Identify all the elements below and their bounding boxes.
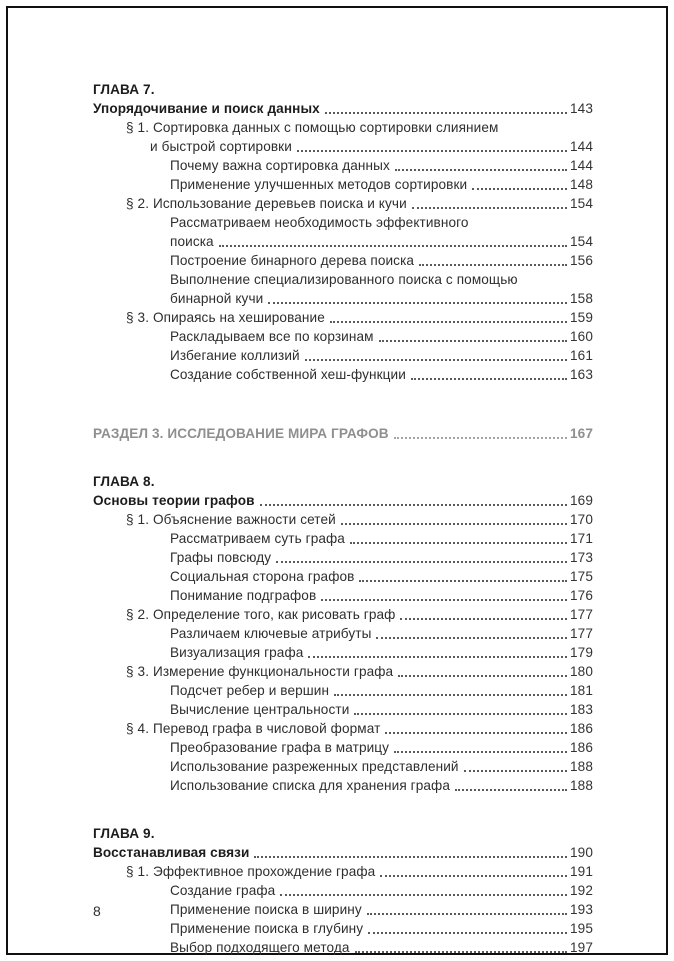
chapter-heading: ГЛАВА 7.	[93, 82, 155, 97]
toc-entry-line-label: § 1. Объяснение важности сетей	[126, 512, 336, 527]
toc-entry-line-label: Вычисление центральности	[170, 702, 350, 717]
toc-entry-line	[126, 662, 593, 681]
page-ref: 195	[570, 921, 593, 936]
page-ref: 169	[570, 493, 593, 508]
dot-leader	[411, 378, 567, 380]
toc-entry-line-label: Подсчет ребер и вершин	[170, 683, 330, 698]
toc-entry-line-label: поиска	[170, 234, 214, 249]
dot-leader	[341, 523, 567, 525]
toc-entry-line	[170, 213, 593, 232]
chapter-heading: ГЛАВА 8.	[93, 474, 155, 489]
toc-entry-line-label: § 2. Использование деревьев поиска и кучи	[126, 196, 407, 211]
dot-leader	[395, 169, 567, 171]
toc-entry-line-label: Почему важна сортировка данных	[170, 158, 390, 173]
toc-entry-line-label: Графы повсюду	[170, 550, 272, 565]
page-ref: 188	[570, 759, 593, 774]
toc-chapter-block	[93, 80, 593, 384]
toc-entry-line	[170, 776, 593, 795]
dot-leader	[260, 504, 567, 506]
toc-entry-line	[126, 719, 593, 738]
toc-entry-line-label: Выбор подходящего метода	[170, 940, 350, 955]
toc-entry-line	[170, 365, 593, 384]
page-ref: 154	[570, 234, 593, 249]
dot-leader	[419, 264, 567, 266]
dot-leader	[455, 789, 567, 791]
toc-entry-line	[170, 586, 593, 605]
page-ref: 143	[570, 101, 593, 116]
toc-entry-line	[170, 738, 593, 757]
toc-entry-line	[126, 118, 593, 137]
dot-leader	[385, 732, 567, 734]
dot-leader	[268, 302, 567, 304]
dot-leader	[276, 561, 567, 563]
toc-entry-line-label: Избегание коллизий	[170, 348, 300, 363]
page-ref: 173	[570, 550, 593, 565]
dot-leader	[368, 932, 567, 934]
toc-entry-line-label: Использование разреженных представлений	[170, 759, 459, 774]
dot-leader	[394, 751, 567, 753]
page-ref: 161	[570, 348, 593, 363]
page-ref: 171	[570, 531, 593, 546]
dot-leader	[280, 894, 567, 896]
toc-entry-line	[126, 194, 593, 213]
dot-leader	[325, 112, 567, 114]
chapter-title-row-label: Восстанавливая связи	[93, 845, 250, 860]
page-ref: 193	[570, 902, 593, 917]
dot-leader	[305, 359, 567, 361]
chapter-title-row-label: Упорядочивание и поиск данных	[93, 101, 320, 116]
toc-entry-line	[170, 232, 593, 251]
chapter-heading: ГЛАВА 9.	[93, 826, 155, 841]
page-ref: 177	[570, 626, 593, 641]
dot-leader	[379, 340, 567, 342]
dot-leader	[367, 913, 567, 915]
dot-leader	[394, 437, 567, 439]
page-ref: 163	[570, 367, 593, 382]
toc-entry-line-label: Применение поиска в глубину	[170, 921, 364, 936]
page-ref: 158	[570, 291, 593, 306]
toc-entry-line-label: бинарной кучи	[170, 291, 264, 306]
toc-entry-line-label: § 3. Измерение функциональности графа	[126, 664, 394, 679]
page-ref: 159	[570, 310, 593, 325]
toc-entry-line	[170, 175, 593, 194]
toc-entry-line-label: Понимание подграфов	[170, 588, 317, 603]
toc-entry-line	[170, 681, 593, 700]
toc-entry-line-label: и быстрой сортировки	[150, 139, 292, 154]
toc-entry-line	[170, 567, 593, 586]
toc-entry-line	[170, 548, 593, 567]
dot-leader	[376, 637, 567, 639]
toc-entry-line	[126, 605, 593, 624]
page-number: 8	[93, 903, 101, 919]
toc-entry-line-label: Построение бинарного дерева поиска	[170, 253, 415, 268]
toc-entry-line-label: § 4. Перевод графа в числовой формат	[126, 721, 381, 736]
toc-entry-line	[170, 156, 593, 175]
chapter-title-row	[93, 99, 593, 118]
toc-entry-line	[170, 643, 593, 662]
page-ref: 170	[570, 512, 593, 527]
toc-entry-line	[170, 938, 593, 957]
toc-chapter-block	[93, 824, 593, 957]
page-ref: 179	[570, 645, 593, 660]
toc-entry-line-label: Применение улучшенных методов сортировки	[170, 177, 468, 192]
dot-leader	[219, 245, 567, 247]
toc-entry-line-label: Рассматриваем суть графа	[170, 531, 345, 546]
page-ref: 177	[570, 607, 593, 622]
toc-entry-line	[170, 700, 593, 719]
toc-entry-line-label: § 2. Определение того, как рисовать граф	[126, 607, 396, 622]
toc	[93, 80, 593, 957]
page-ref: 183	[570, 702, 593, 717]
dot-leader	[350, 542, 567, 544]
toc-entry-line	[170, 757, 593, 776]
table-of-contents	[93, 80, 593, 957]
toc-entry-line-label: Социальная сторона графов	[170, 569, 355, 584]
toc-entry-line	[170, 529, 593, 548]
page-ref: 188	[570, 778, 593, 793]
dot-leader	[297, 150, 567, 152]
page-ref: 192	[570, 883, 593, 898]
toc-entry-line-label: Визуализация графа	[170, 645, 304, 660]
page-ref: 167	[570, 426, 593, 441]
toc-entry-line	[170, 289, 593, 308]
dot-leader	[400, 618, 567, 620]
toc-part-row-label: РАЗДЕЛ 3. ИССЛЕДОВАНИЕ МИРА ГРАФОВ	[93, 426, 389, 441]
page-ref: 180	[570, 664, 593, 679]
toc-entry-line-label: § 1. Эффективное прохождение графа	[126, 864, 376, 879]
page-ref: 144	[570, 158, 593, 173]
page-ref: 156	[570, 253, 593, 268]
toc-entry-line-label: Преобразование графа в матрицу	[170, 740, 390, 755]
chapter-title-row-label: Основы теории графов	[93, 493, 255, 508]
page-ref: 186	[570, 721, 593, 736]
page-ref: 160	[570, 329, 593, 344]
dot-leader	[308, 656, 567, 658]
toc-entry-line	[170, 881, 593, 900]
toc-entry-line-label: Выполнение специализированного поиска с помощью	[170, 272, 518, 287]
toc-entry-line-label: Применение поиска в ширину	[170, 902, 362, 917]
dot-leader	[464, 770, 567, 772]
dot-leader	[321, 599, 567, 601]
page-ref: 190	[570, 845, 593, 860]
page-ref: 191	[570, 864, 593, 879]
chapter-title-row	[93, 491, 593, 510]
toc-entry-line-label: Использование списка для хранения графа	[170, 778, 450, 793]
toc-entry-line	[170, 919, 593, 938]
page-ref: 176	[570, 588, 593, 603]
toc-entry-line-label: § 1. Сортировка данных с помощью сортировки слиянием	[126, 120, 499, 135]
toc-entry-line	[150, 137, 593, 156]
dot-leader	[472, 188, 567, 190]
dot-leader	[254, 856, 567, 858]
chapter-title-row	[93, 843, 593, 862]
dot-leader	[398, 675, 567, 677]
toc-entry-line	[170, 900, 593, 919]
toc-entry-line-label: Рассматриваем необходимость эффективного	[170, 215, 469, 230]
toc-entry-line	[170, 624, 593, 643]
dot-leader	[355, 951, 567, 953]
page-ref: 197	[570, 940, 593, 955]
page-ref: 144	[570, 139, 593, 154]
dot-leader	[359, 580, 567, 582]
dot-leader	[412, 207, 567, 209]
toc-part-row	[93, 424, 593, 443]
toc-entry-line-label: Раскладываем все по корзинам	[170, 329, 374, 344]
toc-entry-line-label: Различаем ключевые атрибуты	[170, 626, 372, 641]
page-ref: 154	[570, 196, 593, 211]
toc-entry-line	[170, 251, 593, 270]
dot-leader	[354, 713, 567, 715]
toc-entry-line-label: Создание графа	[170, 883, 276, 898]
dot-leader	[334, 694, 567, 696]
toc-entry-line	[170, 270, 593, 289]
toc-entry-line	[126, 862, 593, 881]
toc-entry-line	[170, 346, 593, 365]
toc-chapter-block	[93, 472, 593, 795]
dot-leader	[330, 321, 567, 323]
toc-entry-line	[126, 308, 593, 327]
toc-entry-line	[126, 510, 593, 529]
toc-entry-line	[170, 327, 593, 346]
toc-entry-line-label: § 3. Опираясь на хеширование	[126, 310, 325, 325]
dot-leader	[380, 875, 567, 877]
page-ref: 175	[570, 569, 593, 584]
page-ref: 181	[570, 683, 593, 698]
toc-entry-line-label: Создание собственной хеш-функции	[170, 367, 406, 382]
page-ref: 186	[570, 740, 593, 755]
page-ref: 148	[570, 177, 593, 192]
